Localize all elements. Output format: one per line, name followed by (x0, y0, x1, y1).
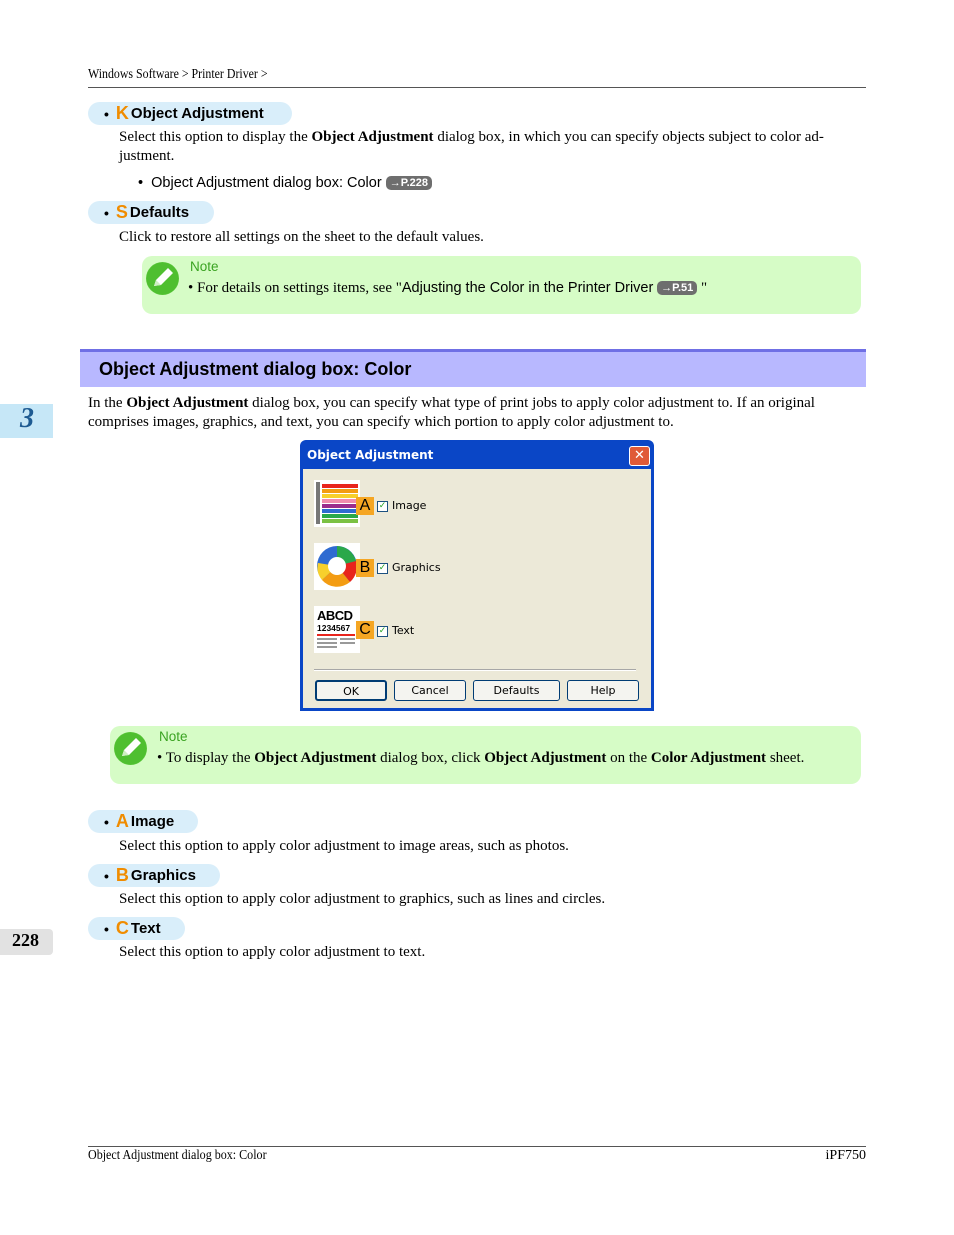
dialog-separator (314, 669, 636, 671)
breadcrumb: Windows Software > Printer Driver > (88, 66, 268, 81)
header-rule (88, 87, 866, 88)
text-checkbox[interactable]: ✓ (378, 626, 387, 636)
close-icon[interactable]: ✕ (629, 446, 650, 466)
item-label: Graphics (130, 867, 196, 884)
text-thumbnail: ABCD 1234567 (314, 606, 360, 653)
callout-b: B (356, 559, 374, 577)
item-image-desc: Select this option to apply color adjustment to image areas, such as photos. (119, 838, 569, 854)
footer-model: iPF750 (825, 1148, 866, 1163)
item-label: Image (130, 813, 175, 830)
item-graphics-desc: Select this option to apply color adjustment to graphics, such as lines and circles. (119, 891, 606, 907)
item-object-adjustment-heading (88, 102, 292, 125)
section-title: Object Adjustment dialog box: Color (99, 359, 412, 379)
bullet-icon: • (104, 105, 109, 122)
item-label: Object Adjustment (130, 105, 264, 122)
ok-button[interactable]: OK (315, 680, 387, 701)
item-text-desc: Select this option to apply color adjustment to text. (119, 944, 426, 960)
bullet-icon: • (104, 813, 109, 830)
item-object-adjustment-desc: Select this option to display the Object Adjustment dialog box, in which you can specify objects subject to color ad- justment. (119, 129, 824, 164)
bullet-icon: • (104, 204, 109, 221)
section-intro: In the Object Adjustment dialog box, you can specify what type of print jobs to apply color adjustment to. If an original comprises images, graphics, and text, you can specify which portion to apply color adjustment to. (88, 395, 815, 430)
note-text: • To display the Object Adjustment dialog box, click Object Adjustment on the Color Adjustment sheet. (157, 750, 805, 766)
graphics-thumbnail (314, 543, 360, 590)
image-checkbox[interactable]: ✓ (378, 501, 387, 511)
chapter-number: 3 (20, 403, 34, 434)
dialog-title: Object Adjustment (307, 448, 434, 462)
page-ref-badge[interactable]: →P.228 (386, 176, 432, 190)
graphics-checkbox[interactable]: ✓ (378, 563, 387, 573)
page-number: 228 (12, 930, 39, 950)
defaults-button[interactable]: Defaults (473, 680, 560, 701)
text-checkbox-label[interactable]: Text (392, 624, 415, 637)
image-checkbox-label[interactable]: Image (392, 499, 427, 512)
callout-a: A (356, 497, 374, 515)
callout-letter: A (115, 811, 129, 831)
footer-section-title: Object Adjustment dialog box: Color (88, 1148, 267, 1163)
item-defaults-desc: Click to restore all settings on the sheet to the default values. (119, 229, 484, 245)
note-text: • For details on settings items, see "Adjusting the Color in the Printer Driver →P.51 " (188, 280, 708, 296)
callout-letter: B (115, 865, 129, 885)
note-pencil-icon (114, 732, 147, 765)
callout-letter: S (115, 202, 128, 222)
item-label: Text (130, 920, 161, 937)
page-ref-badge[interactable]: →P.51 (657, 281, 697, 295)
sub-bullet-link[interactable]: • Object Adjustment dialog box: Color →P.228 (138, 175, 432, 191)
callout-c: C (356, 621, 374, 639)
callout-letter: C (115, 918, 129, 938)
item-image-heading (88, 810, 198, 833)
item-text-heading (88, 917, 185, 940)
note-link[interactable]: Adjusting the Color in the Printer Driver (401, 280, 654, 296)
bullet-icon: • (104, 920, 109, 937)
callout-letter: K (115, 103, 129, 123)
cancel-button[interactable]: Cancel (394, 680, 466, 701)
footer-rule (88, 1146, 866, 1147)
note-title: Note (190, 259, 219, 274)
note-title: Note (159, 729, 188, 744)
help-button[interactable]: Help (567, 680, 639, 701)
item-defaults-heading (88, 201, 214, 224)
item-label: Defaults (129, 204, 190, 221)
bullet-icon: • (104, 867, 109, 884)
item-graphics-heading (88, 864, 220, 887)
image-thumbnail (314, 480, 360, 527)
note-pencil-icon (146, 262, 179, 295)
graphics-checkbox-label[interactable]: Graphics (392, 561, 441, 574)
